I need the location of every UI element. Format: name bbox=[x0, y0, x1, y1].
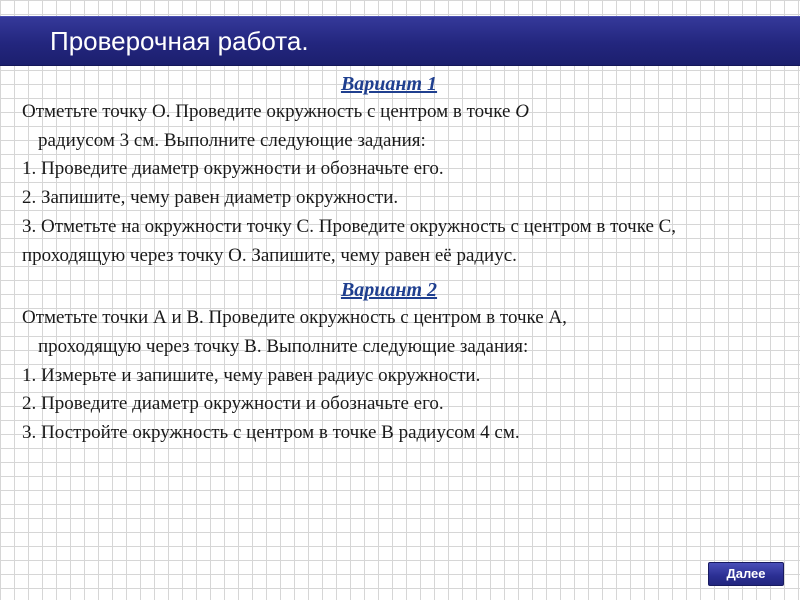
next-button[interactable]: Далее bbox=[708, 562, 784, 586]
title-bar bbox=[0, 16, 800, 66]
variant-1-task-1: 1. Проведите диаметр окружности и обозначьте его. bbox=[22, 158, 444, 180]
variant-2-task-2: 2. Проведите диаметр окружности и обозначьте его. bbox=[22, 393, 444, 415]
variant-1-task-3: 3. Отметьте на окружности точку С. Проведите окружность с центром в точке С, проходящую через точку О. Запишите, чему равен её радиус. bbox=[22, 215, 677, 266]
variant-2-heading: Вариант 2 bbox=[340, 279, 438, 302]
variant-2-intro-line-1: Отметьте точки А и В. Проведите окружность с центром в точке А, bbox=[22, 307, 567, 329]
variant-1-task-2: 2. Запишите, чему равен диаметр окружности. bbox=[22, 187, 399, 209]
variant-1-intro bbox=[22, 98, 756, 155]
slide-title: Проверочная работа. bbox=[50, 26, 309, 56]
variant-1-intro-line-1 bbox=[22, 98, 756, 127]
variant-2-task-1: 1. Измерьте и запишите, чему равен радиус окружности. bbox=[22, 364, 481, 386]
variant-2-intro bbox=[22, 304, 756, 361]
variant-1-intro-line-2: радиусом 3 см. Выполните следующие задания: bbox=[38, 129, 426, 151]
variant-1-intro-point: О bbox=[515, 101, 529, 122]
variant-2-task-3: 3. Постройте окружность с центром в точке В радиусом 4 см. bbox=[22, 422, 520, 444]
variant-1-intro-text: Отметьте точку О. Проведите окружность с центром в точке bbox=[22, 101, 516, 122]
slide-content bbox=[22, 70, 756, 448]
variant-1-heading: Вариант 1 bbox=[340, 73, 438, 95]
variant-2-intro-line-2: проходящую через точку В. Выполните следующие задания: bbox=[38, 335, 529, 357]
